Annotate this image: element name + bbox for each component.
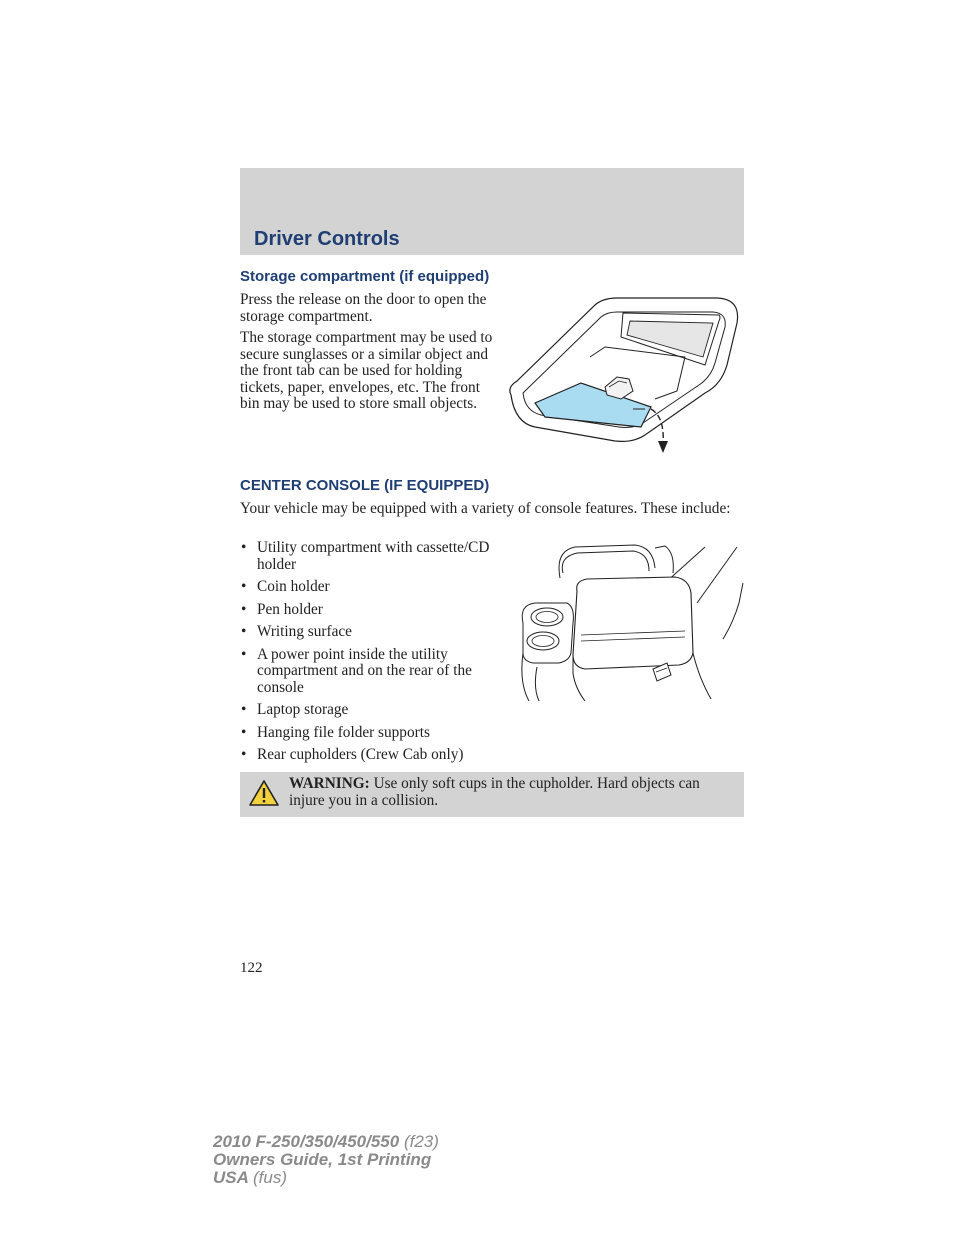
document-footer <box>213 1133 439 1187</box>
footer-line-1: 2010 F-250/350/450/550 (f23) <box>213 1132 439 1151</box>
storage-heading: Storage compartment (if equipped) <box>240 268 490 285</box>
bullet-icon: • <box>241 539 247 556</box>
storage-paragraph-1: Press the release on the door to open the storage compartment. <box>240 291 487 325</box>
section-header-band <box>240 168 744 255</box>
console-feature-list <box>240 540 500 770</box>
bullet-icon: • <box>241 723 247 741</box>
list-item: • Rear cupholders (Crew Cab only) <box>241 746 464 763</box>
center-console-intro: Your vehicle may be equipped with a variety of console features. These include: <box>240 500 731 517</box>
section-title: Driver Controls <box>254 228 400 250</box>
warning-box <box>240 772 744 817</box>
list-item: • Pen holder <box>241 600 323 618</box>
footer-line-3: USA (fus) <box>213 1168 287 1187</box>
center-console-heading: CENTER CONSOLE (IF EQUIPPED) <box>240 477 490 494</box>
list-item: • Laptop storage <box>241 701 349 718</box>
list-item: • Coin holder <box>241 578 330 595</box>
center-console-illustration <box>515 543 745 701</box>
warning-triangle-icon <box>248 779 280 807</box>
list-item: • Utility compartment with cassette/CD holder <box>241 539 490 573</box>
bullet-icon: • <box>241 578 247 595</box>
page-number: 122 <box>240 960 263 976</box>
list-item: • Hanging file folder supports <box>241 723 430 741</box>
bullet-icon: • <box>241 600 247 618</box>
storage-compartment-illustration <box>505 295 745 455</box>
warning-message: Use only soft cups in the cupholder. Hard objects can injure you in a collision. <box>289 775 700 809</box>
bullet-icon: • <box>241 746 247 763</box>
footer-line-2: Owners Guide, 1st Printing <box>213 1150 432 1169</box>
bullet-icon: • <box>241 645 247 663</box>
list-item: • A power point inside the utility compartment and on the rear of the console <box>241 645 472 696</box>
warning-text <box>289 776 729 809</box>
storage-paragraph-2: The storage compartment may be used to secure sunglasses or a similar object and the front tab can be used for holding tickets, paper, envelopes, etc. The front bin may be used to store small objects. <box>240 329 493 412</box>
list-item: • Writing surface <box>241 623 352 640</box>
bullet-icon: • <box>241 701 247 718</box>
bullet-icon: • <box>241 623 247 640</box>
warning-label: WARNING: <box>289 775 370 792</box>
